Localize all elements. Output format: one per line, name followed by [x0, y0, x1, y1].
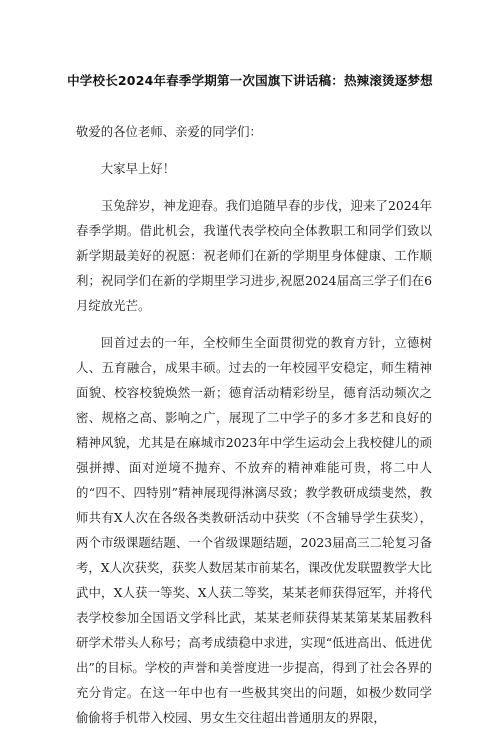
paragraph-1: 玉兔辞岁，神龙迎春。我们追随早春的步伐，迎来了2024年春季学期。借此机会，我谨代表学校向全体教职工和同学们致以新学期最美好的祝愿：祝老师们在新的学期里身体健康、工作顺利；祝同学们在新的学期里学习进步,祝愿2024届高三学子们在6月绽放光芒。 [76, 198, 432, 313]
salutation: 敬爱的各位老师、亲爱的同学们： [76, 124, 262, 139]
document-title: 中学校长2024年春季学期第一次国旗下讲话稿：热辣滚烫逐梦想 [67, 73, 433, 88]
document-body [76, 119, 432, 730]
paragraph-2: 回首过去的一年，全校师生全面贯彻党的教育方针，立德树人、五育融合，成果丰硕。过去的一年校园平安稳定，师生精神面貌、校容校貌焕然一新；德育活动精彩纷呈，德育活动频次之密、规格之高、影响之广，展现了二中学子的多才多艺和良好的精神风貌，尤其是在麻城市2023年中学生运动会上我校健儿的顽强拼搏、面对逆境不抛弃、不放弃的精神难能可贵，将二中人的“四不、四特别”精神展现得淋漓尽致；教学教研成绩斐然，教师共有X人次在各级各类教研活动中获奖（不含辅导学生获奖），两个市级课题结题、一个省级课题结题，2023届高三二轮复习备考，X人次获奖，获奖人数居某市前某名，课改优发联盟教学大比武中，X人获一等奖、X人获二等奖，某某老师获得冠军，并将代表学校参加全国语文学科比武，某某老师获得某某第某某届教科研学术带头人称号；高考成绩稳中求进，实现“低进高出、低进优出”的目标。学校的声誉和美誉度进一步提高，得到了社会各界的充分肯定。在这一年中也有一些极其突出的问题，如极少数同学偷偷将手机带入校园、男女生交往超出普通朋友的界限， [76, 335, 432, 725]
greeting: 大家早上好！ [100, 161, 176, 176]
